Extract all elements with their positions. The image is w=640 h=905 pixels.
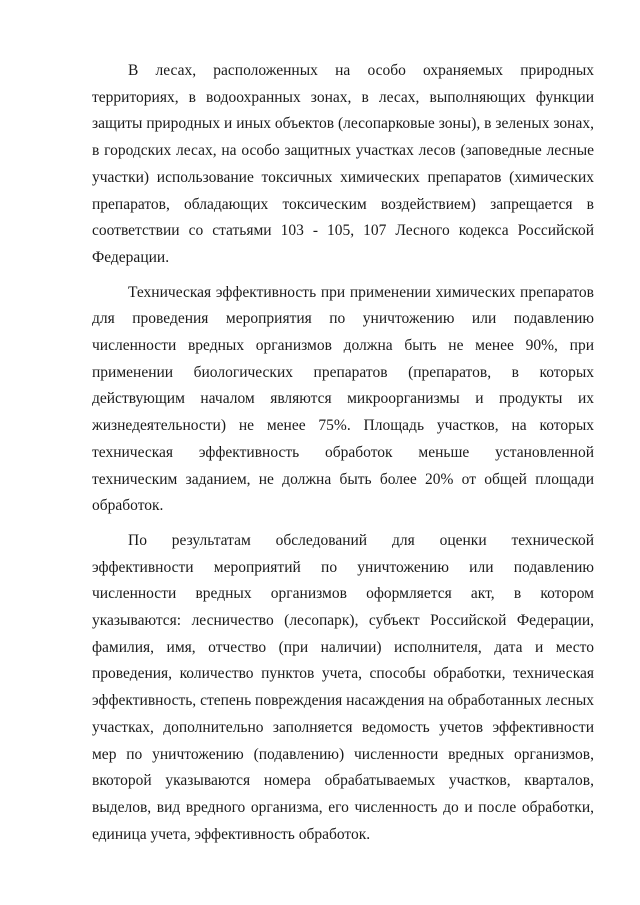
document-body (92, 58, 594, 856)
paragraph-technical-efficiency: Техническая эффективность при применении химических препаратов для проведения мероприятия по уничтожению или подавлению численности вредных организмов должна быть не менее 90%, при применении биологических препаратов (препаратов, в которых действующим началом являются микроорганизмы и продукты их жизнедеятельности) не менее 75%. Площадь участков, на которых техническая эффективность обработок меньше установленной техническим заданием, не должна быть более 20% от общей площади обработок. (92, 283, 594, 515)
paragraph-survey-results: По результатам обследований для оценки технической эффективности мероприятий по уничтожению или подавлению численности вредных организмов оформляется акт, в котором указываются: лесничество (лесопарк), субъект Российской Федерации, фамилия, имя, отчество (при наличии) исполнителя, дата и место проведения, количество пунктов учета, способы обработки, техническая эффективность, степень повреждения насаждения на обработанных лесных участках, дополнительно заполняется ведомость учетов эффективности мер по уничтожению (подавлению) численности вредных организмов, вкоторой указываются номера обрабатываемых участков, кварталов, выделов, вид вредного организма, его численность до и после обработки, единица учета, эффективность обработок. (92, 531, 594, 843)
paragraph-restrictions: В лесах, расположенных на особо охраняемых природных территориях, в водоохранных зонах, в лесах, выполняющих функции защиты природных и иных объектов (лесопарковые зоны), в зеленых зонах, в городских лесах, на особо защитных участках лесов (заповедные лесные участки) использование токсичных химических препаратов (химических препаратов, обладающих токсическим воздействием) запрещается в соответствии со статьями 103 - 105, 107 Лесного кодекса Российской Федерации. (92, 62, 594, 266)
